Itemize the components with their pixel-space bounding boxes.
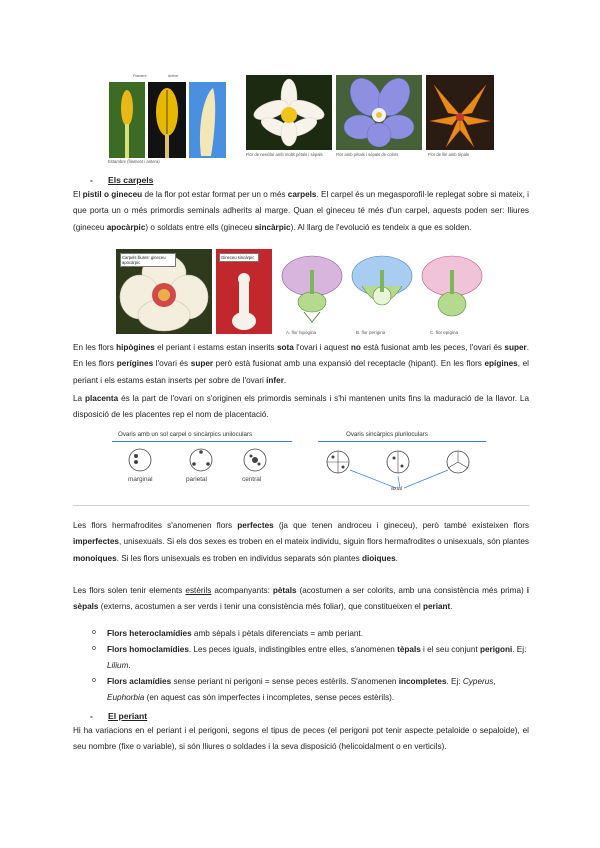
label-parietal: parietal — [186, 476, 207, 483]
section-title-carpels: Els carpels — [108, 175, 154, 185]
magnolia-label: Carpels lliures: gineceu apocàrpic — [120, 253, 176, 267]
paragraph-pistil: El pistil o gineceu de la flor pot estar format per un o més carpels. El carpel és un megasporofil·le replegat sobre si mateix, i que porta un o més primordis seminals adherits al marge. Quan el gineceu té més d'un carpel, aquests poden ser: lliures (gineceu apocàrpic) o soldats entre ells (gineceu sincàrpic). Al llarg de l'evolució es tendeix a que es solden. — [73, 190, 530, 232]
parietal-ovary — [190, 449, 212, 471]
axial-ovary-3 — [447, 451, 469, 473]
anther-illustration — [148, 82, 186, 158]
syncarpic-label: Gineceu sincàrpic — [219, 253, 259, 262]
stamen-illustration — [109, 82, 145, 158]
paragraph-hypogynous: En les flors hipògines el periant i estams estan inserits sota l'ovari i aquest no està fusionat amb les peces, l'ovari és super. En les flors perígines l'ovari és super però està fusionat amb una expansió del receptacle (hipant). En les flors epígines, el periant i els estams estan inserts per sobre de l'ovari ínfer. — [73, 343, 529, 385]
hypogynous-flower — [282, 256, 342, 322]
bullet-marker-1: o — [92, 629, 96, 636]
placentation-group2-line — [318, 441, 486, 442]
placentation-group1-title: Ovaris amb un sol carpel o sincàrpics uniloculars — [118, 431, 253, 438]
flower-types-diagram — [276, 252, 488, 336]
bullet-aclamidies: Flors aclamídies sense periant ni perigoni = sense peces estèrils. S'anomenen incompletes. Ej: Cyperus, Euphorbia (en aquest cas són imperfectes i incompletes, sense peces estèrils). — [107, 677, 496, 703]
bullet-marker-3: o — [92, 677, 96, 684]
bullet-heteroclamidies: Flors heteroclamídies amb sèpals i pètals diferenciats = amb periant. — [107, 629, 363, 638]
central-ovary — [244, 449, 266, 471]
section-dash: - — [90, 175, 93, 185]
diagram-label-b: B. flor perígina — [356, 330, 386, 335]
stamen-label-anther: Anther — [168, 74, 179, 78]
placentation-diagram — [110, 444, 500, 496]
lily-photo — [426, 75, 494, 150]
caption-waterlily: Flor de nenúfar amb molts pètals i sèpals — [246, 152, 323, 157]
caption-blue-flower: Flor amb pètals i sèpals de colors — [336, 152, 399, 157]
stamen-label-filament: Filament — [133, 74, 147, 78]
paragraph-placenta: La placenta és la part de l'ovari on s'originen els primordis seminals i s'hi mantenen units fins la maduració de la llavor. La disposició de les placentes rep el nom de placentació. — [73, 394, 529, 420]
placentation-group2-title: Ovaris sincàrpics pluriloculars — [346, 431, 428, 438]
section-title-periant: El periant — [108, 711, 148, 721]
ovary-position-diagram — [276, 252, 488, 336]
paragraph-sterile-elements: Les flors solen tenir elements estèrils acompanyants: pètals (acostumen a ser colorits, amb una consistència més prima) i sèpals (externs, acostumen a ser verds i tenir una consistència més foliar), que constitueixen el periant. — [73, 586, 530, 612]
label-axial: axial — [391, 486, 403, 492]
stamen-photo-3 — [189, 82, 226, 158]
label-central: central — [242, 476, 262, 483]
label-marginal: marginal — [128, 476, 153, 483]
waterlily-illustration — [246, 75, 332, 150]
bullet-marker-2: o — [92, 645, 96, 652]
caption-lily: Flor de lliri amb tèpals — [428, 152, 469, 157]
blue-flower-photo — [336, 75, 422, 150]
marginal-ovary — [129, 449, 151, 471]
paragraph-perfect-flowers: Les flors hermafrodites s'anomenen flors perfectes (ja que tenen androceu i gineceu), però també existeixen flors imperfectes, unisexuals. Si els dos sexes es troben en el mateix individu, siguin flors hermafrodites o unisexuals, són plantes monoiques. Si les flors unisexuals es troben en individus separats són plantes dioiques. — [73, 521, 530, 563]
axial-ovary-2 — [387, 451, 409, 473]
diagram-label-c: C. flor epígina — [430, 330, 459, 335]
perigynous-flower — [352, 256, 412, 305]
bullet-homoclamidies: Flors homoclamídies. Les peces iguals, indistingibles entre elles, s'anomenen tèpals i el seu conjunt perigoni. Ej: Lilium. — [107, 645, 527, 671]
section-dash-periant: - — [90, 711, 93, 721]
waterlily-photo — [246, 75, 332, 150]
blue-flower-illustration — [336, 75, 422, 150]
lily-illustration — [426, 75, 494, 150]
epigynous-flower — [422, 256, 482, 316]
stamen-photo-2 — [148, 82, 186, 158]
placentation-group1-line — [112, 441, 292, 442]
stamen-photo-1 — [109, 82, 145, 158]
paragraph-periant-variations: Hi ha variacions en el periant i el perigoni, segons el tipus de peces (el perigoni pot tenir aspecte petaloide o sepaloide), el seu nombre (fixe o variable), si són lliures o soldades i la seva disposició (helicoidalment o en verticils). — [73, 726, 529, 752]
divider — [73, 505, 529, 506]
axial-ovary-1 — [327, 451, 349, 473]
caption-stamen: Estambre (filament i antera) — [108, 159, 160, 164]
petal-illustration — [189, 82, 226, 158]
diagram-label-a: A. flor hipògina — [286, 330, 317, 335]
